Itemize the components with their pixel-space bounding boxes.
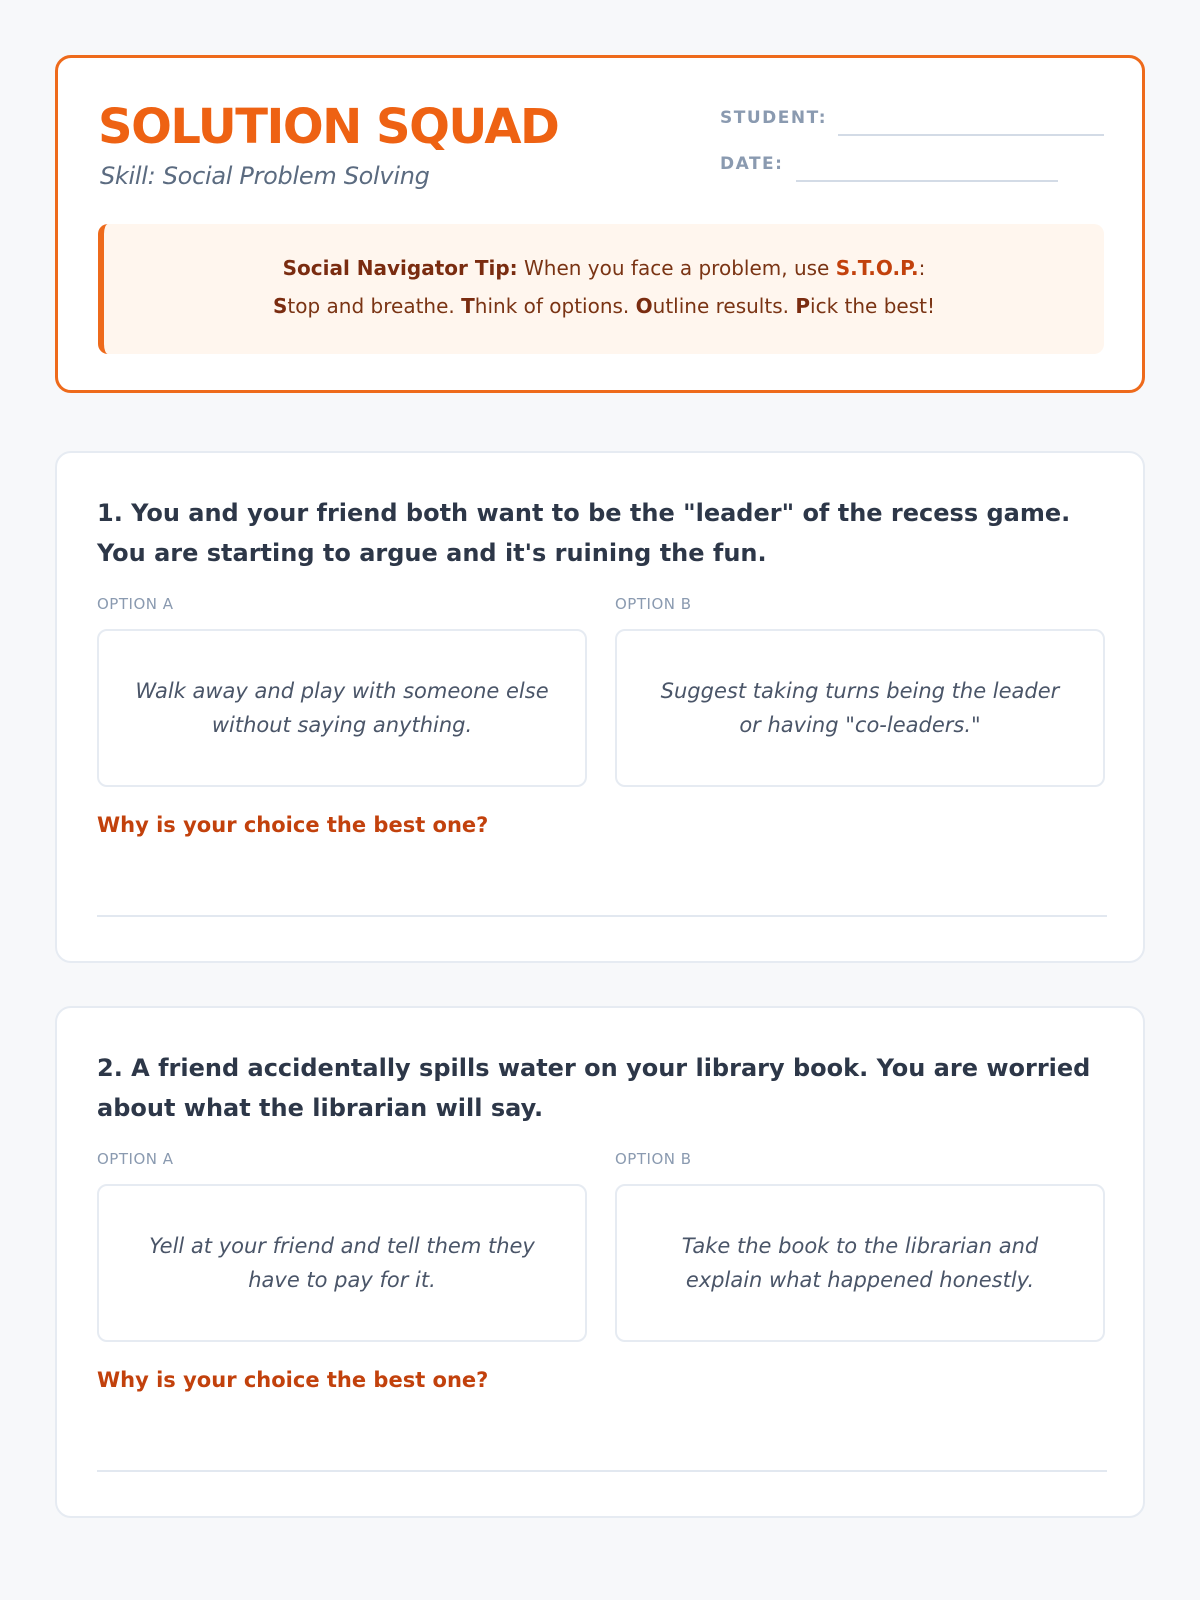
tip-step-letter: P xyxy=(795,294,811,318)
option-a-label: OPTION A xyxy=(97,1150,174,1168)
answer-line[interactable] xyxy=(97,915,1107,917)
question-text: 2. A friend accidentally spills water on your library book. You are worried about what the librarian will say. xyxy=(97,1054,1091,1122)
question-text: 1. You and your friend both want to be the "leader" of the recess game. You are starting to argue and it's ruining the fun. xyxy=(97,499,1071,567)
tip-acronym: S.T.O.P. xyxy=(835,256,919,280)
date-label: DATE: xyxy=(720,154,784,174)
student-label: STUDENT: xyxy=(720,108,828,128)
tip-step-letter: S xyxy=(273,294,288,318)
tip-step-letter: O xyxy=(635,294,653,318)
question-card-2 xyxy=(55,1006,1145,1518)
tip-intro: When you face a problem, use xyxy=(517,256,836,280)
tip-box xyxy=(98,224,1104,354)
option-b-card[interactable] xyxy=(615,629,1105,787)
answer-line[interactable] xyxy=(97,1470,1107,1472)
tip-step-text: utline results. xyxy=(652,294,796,318)
option-a-label: OPTION A xyxy=(97,595,174,613)
option-a-text: Yell at your friend and tell them they have to pay for it. xyxy=(149,1234,535,1292)
option-b-text: Suggest taking turns being the leader or having "co-leaders." xyxy=(660,679,1060,737)
student-name-line[interactable] xyxy=(838,134,1104,136)
tip-step-text: ick the best! xyxy=(810,294,935,318)
option-b-card[interactable] xyxy=(615,1184,1105,1342)
option-a-card[interactable] xyxy=(97,1184,587,1342)
reason-prompt: Why is your choice the best one? xyxy=(97,813,489,837)
tip-line-2 xyxy=(104,292,1104,320)
header-card xyxy=(55,55,1145,393)
option-a-card[interactable] xyxy=(97,629,587,787)
skill-subtitle: Skill: Social Problem Solving xyxy=(100,162,430,190)
option-b-text: Take the book to the librarian and explain what happened honestly. xyxy=(681,1234,1039,1292)
option-b-label: OPTION B xyxy=(615,1150,692,1168)
tip-line-1 xyxy=(104,254,1104,282)
date-line[interactable] xyxy=(796,180,1058,182)
tip-step-text: hink of options. xyxy=(474,294,636,318)
tip-step-letter: T xyxy=(461,294,475,318)
tip-heading: Social Navigator Tip: xyxy=(282,256,518,280)
tip-step-text: top and breathe. xyxy=(287,294,462,318)
tip-colon: : xyxy=(918,256,926,280)
question-card-1 xyxy=(55,451,1145,963)
option-b-label: OPTION B xyxy=(615,595,692,613)
option-a-text: Walk away and play with someone else without saying anything. xyxy=(135,679,549,737)
reason-prompt: Why is your choice the best one? xyxy=(97,1368,489,1392)
page-title: SOLUTION SQUAD xyxy=(98,99,559,155)
